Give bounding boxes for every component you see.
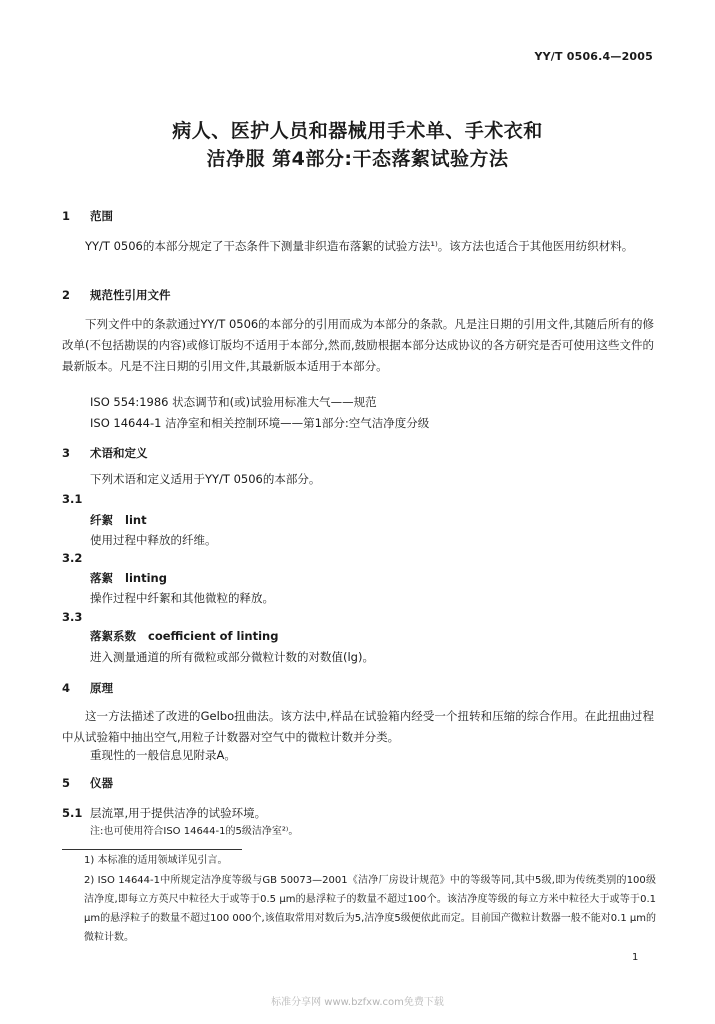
term-3-3-en: coefficient of linting (148, 629, 279, 643)
section-5-title: 仪器 (90, 776, 113, 790)
standard-code: YY/T 0506.4—2005 (534, 50, 653, 63)
term-3-1-en: lint (125, 513, 147, 527)
section-5-note: 注:也可使用符合ISO 14644-1的5级洁净室²⁾。 (90, 826, 299, 837)
footnote-divider (62, 849, 242, 850)
document-title-line-1: 病人、医护人员和器械用手术单、手术衣和 (172, 120, 543, 142)
reference-iso-14644-1: ISO 14644-1 洁净室和相关控制环境——第1部分:空气洁净度分级 (90, 416, 430, 430)
term-3-1-definition: 使用过程中释放的纤维。 (90, 533, 217, 547)
section-2-heading (62, 288, 171, 303)
section-4-paragraph: 这一方法描述了改进的Gelbo扭曲法。该方法中,样品在试验箱内经受一个扭转和压缩的综合作用。在此扭曲过程中从试验箱中抽出空气,用粒子计数器对空气中的微粒计数并分类。 (62, 709, 654, 744)
section-4-paragraph-2: 重现性的一般信息见附录A。 (90, 748, 236, 762)
section-3-title: 术语和定义 (90, 446, 148, 460)
section-1-title: 范围 (90, 209, 113, 223)
section-4-number: 4 (62, 681, 71, 695)
section-3-heading (62, 446, 148, 461)
item-5-1-text: 层流罩,用于提供洁净的试验环境。 (90, 806, 267, 820)
section-1-paragraph: YY/T 0506的本部分规定了干态条件下测量非织造布落絮的试验方法¹⁾。该方法也适合于其他医用纺织材料。 (85, 239, 634, 253)
footnote-2: 2) ISO 14644-1中所规定洁净度等级与GB 50073—2001《洁净厂房设计规范》中的等级等同,其中5级,即为传统类别的100级洁净度,即每立方英尺中粒径大于或等于0.5 μm的悬浮粒子的数量不超过100个。该洁净度等级的每立方米中粒径大于或等于0.1 μm的悬浮粒子的数量不超过100 000个,该值取常用对数后为5,洁净度5级便依此而定。目前国产微粒计数器一般不能对0.1 μm的微粒计数。 (84, 875, 656, 943)
section-3-paragraph: 下列术语和定义适用于YY/T 0506的本部分。 (90, 472, 321, 486)
item-5-1-number: 5.1 (62, 806, 83, 820)
section-1-heading (62, 209, 113, 224)
footnote-1: 1) 本标准的适用领域详见引言。 (84, 855, 228, 866)
section-3-number: 3 (62, 446, 71, 460)
section-2-paragraph: 下列文件中的条款通过YY/T 0506的本部分的引用而成为本部分的条款。凡是注日期的引用文件,其随后所有的修改单(不包括勘误的内容)或修订版均不适用于本部分,然而,鼓励根据本部分达成协议的各方研究是否可使用这些文件的最新版本。凡是不注日期的引用文件,其最新版本适用于本部分。 (62, 317, 654, 373)
section-4-title: 原理 (90, 681, 113, 695)
term-3-2-definition: 操作过程中纤絮和其他微粒的释放。 (90, 591, 274, 605)
term-3-2-number: 3.2 (62, 551, 83, 565)
term-3-3-zh: 落絮系数 (90, 629, 136, 643)
watermark-footer: 标准分享网 www.bzfxw.com免费下载 (271, 997, 444, 1008)
term-3-3-definition: 进入测量通道的所有微粒或部分微粒计数的对数值(lg)。 (90, 650, 374, 664)
page-number: 1 (632, 952, 639, 963)
section-5-heading (62, 776, 113, 791)
section-4-heading (62, 681, 113, 696)
term-3-2-zh: 落絮 (90, 571, 113, 585)
section-2-number: 2 (62, 288, 71, 302)
section-5-number: 5 (62, 776, 71, 790)
term-3-1-number: 3.1 (62, 492, 83, 506)
section-2-title: 规范性引用文件 (90, 288, 171, 302)
term-3-3-title (90, 629, 278, 644)
term-3-3-number: 3.3 (62, 610, 83, 624)
term-3-2-title (90, 571, 167, 586)
term-3-1-title (90, 513, 147, 528)
reference-iso-554: ISO 554:1986 状态调节和(或)试验用标准大气——规范 (90, 395, 377, 409)
term-3-2-en: linting (125, 571, 167, 585)
term-3-1-zh: 纤絮 (90, 513, 113, 527)
item-5-1 (62, 806, 266, 821)
section-1-number: 1 (62, 209, 71, 223)
document-title-line-2: 洁净服 第4部分:干态落絮试验方法 (206, 148, 509, 170)
